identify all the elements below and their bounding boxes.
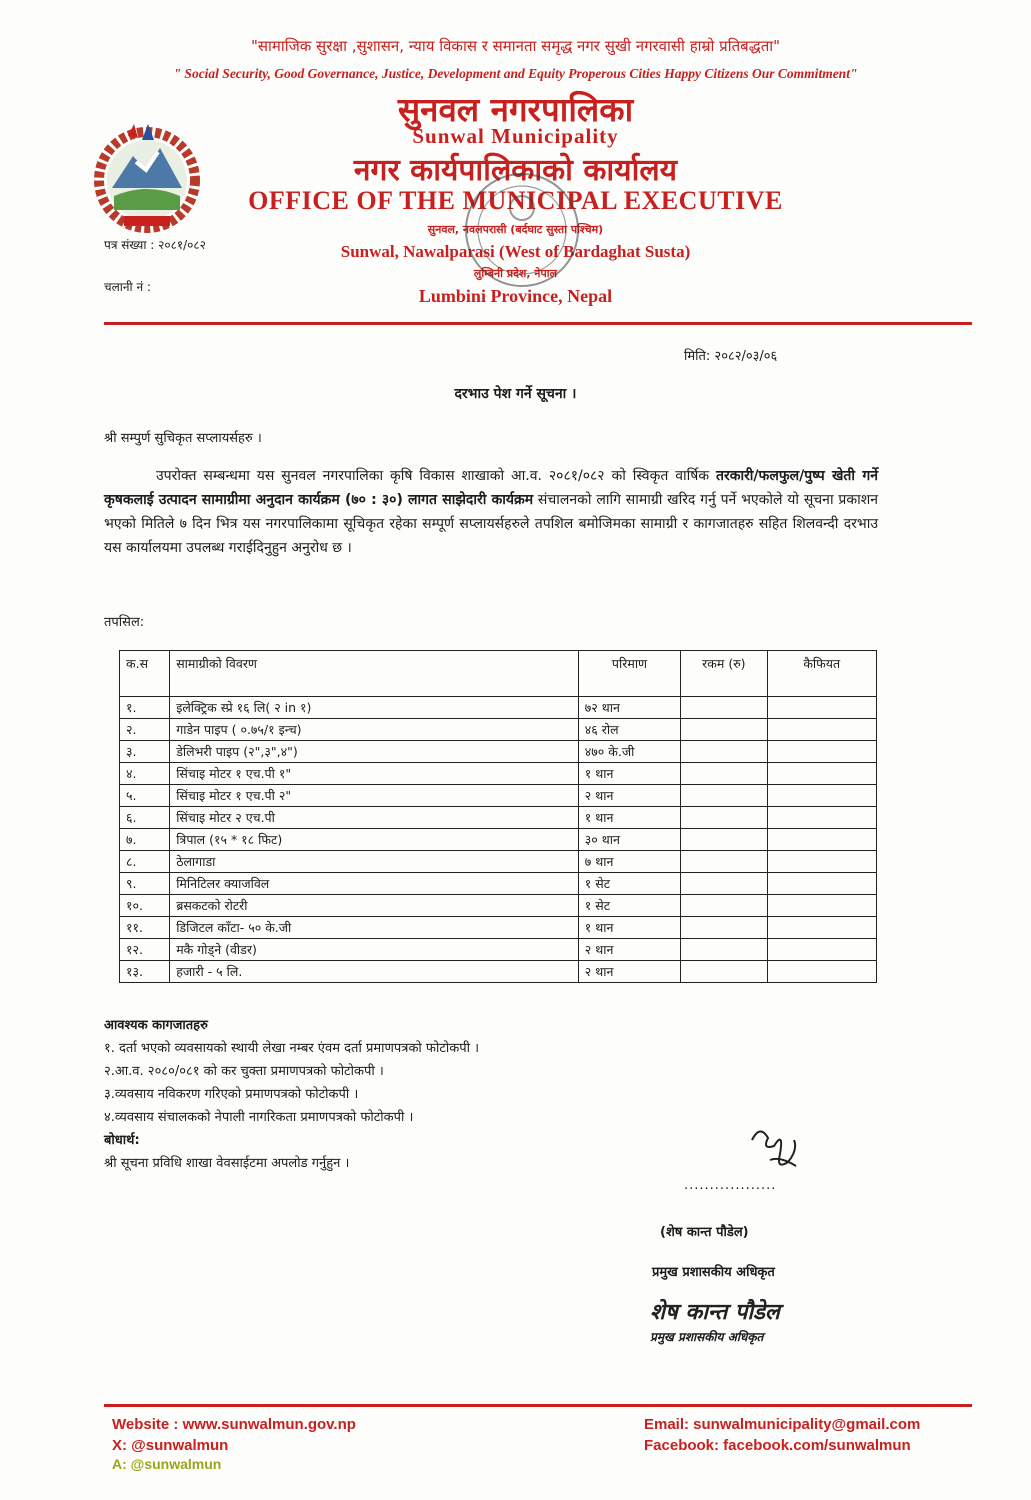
body-program-name: तरकारी/फलफुल/पुष्प खेती गर्ने कृषकलाई उत्पादन सामाग्रीमा अनुदान कार्यक्रम (७० : ३०) लागत साझेदारी कार्यक्रम: [104, 468, 878, 508]
required-documents: [104, 1014, 479, 1175]
table-row: [120, 895, 877, 917]
row-qty: १ सेट: [578, 873, 680, 895]
table-row: [120, 873, 877, 895]
office-name-english: OFFICE OF THE MUNICIPAL EXECUTIVE: [248, 186, 783, 215]
documents-heading: आवश्यक कागजातहरु: [104, 1018, 208, 1033]
letter-number: पत्र संख्या : २०८१/०८२: [104, 238, 206, 252]
table-row: [120, 697, 877, 719]
table-row: [120, 741, 877, 763]
body-text-1: उपरोक्त सम्बन्धमा यस सुनवल नगरपालिका कृषि विकास शाखाको आ.व. २०८१/०८२ को स्विकृत वार्षिक: [156, 468, 716, 484]
row-item: इलेक्ट्रिक स्प्रे १६ लि( २ in १): [170, 697, 579, 719]
row-remarks: [767, 895, 876, 917]
office-name-nepali: नगर कार्यपालिकाको कार्यालय: [353, 153, 678, 188]
footer-a-handle: A: @sunwalmun: [112, 1456, 222, 1472]
row-remarks: [767, 719, 876, 741]
dispatch-number: चलानी नं :: [104, 280, 151, 294]
motto-english: " Social Security, Good Governance, Justice, Development and Equity Properous Cities Happy Citizens Our Commitment": [173, 66, 858, 81]
row-qty: २ थान: [578, 961, 680, 983]
row-sn: १.: [120, 697, 170, 719]
row-item: हजारी - ५ लि.: [170, 961, 579, 983]
cc-text: श्री सूचना प्रविधि शाखा वेवसाईटमा अपलोड गर्नुहुन ।: [104, 1156, 350, 1171]
province-nepali: लुम्बिनी प्रदेश, नेपाल: [473, 267, 558, 280]
row-sn: १२.: [120, 939, 170, 961]
row-item: सिंचाइ मोटर १ एच.पी २": [170, 785, 579, 807]
municipality-name-nepali: सुनवल नगरपालिका: [397, 90, 634, 129]
country-english: Lumbini Province, Nepal: [418, 286, 613, 306]
row-qty: १ थान: [578, 807, 680, 829]
row-amount: [681, 719, 767, 741]
row-sn: २.: [120, 719, 170, 741]
row-remarks: [767, 807, 876, 829]
row-remarks: [767, 697, 876, 719]
footer-facebook: Facebook: facebook.com/sunwalmun: [644, 1437, 911, 1454]
seal-title: प्रमुख प्रशासकीय अधिकृत: [650, 1330, 764, 1344]
row-remarks: [767, 939, 876, 961]
row-amount: [681, 939, 767, 961]
row-remarks: [767, 829, 876, 851]
row-sn: ४.: [120, 763, 170, 785]
body-text-2: संचालनको लागि सामाग्री खरिद गर्नु पर्ने भएकोले यो सूचना प्रकाशन भएको मितिले ७ दिन भित्र यस नगरपालिकामा सूचिकृत रहेका सम्पूर्ण सप्लायर्सहरुले तपशिल बमोजिमका सामाग्री र कागजातहरु सहित शिलवन्दी दरभाउ यस कार्यालयमा उपलब्ध गराईदिनुहुन अनुरोध छ ।: [104, 492, 878, 556]
header-description: सामाग्रीको विवरण: [170, 651, 579, 697]
table-row: [120, 719, 877, 741]
row-amount: [681, 961, 767, 983]
row-amount: [681, 785, 767, 807]
table-row: [120, 807, 877, 829]
footer-email: Email: sunwalmunicipality@gmail.com: [644, 1416, 921, 1433]
header-divider: [104, 322, 972, 325]
row-qty: ७ थान: [578, 851, 680, 873]
handwritten-signature-icon: [740, 1120, 810, 1180]
notice-date: मिति: २०८२/०३/०६: [684, 349, 778, 364]
table-row: [120, 917, 877, 939]
row-sn: ९.: [120, 873, 170, 895]
seal-name: शेष कान्त पौडेल: [650, 1300, 780, 1325]
row-item: सिंचाइ मोटर २ एच.पी: [170, 807, 579, 829]
municipality-name-english: Sunwal Municipality: [412, 124, 619, 148]
row-sn: ७.: [120, 829, 170, 851]
address-nepali: सुनवल, नवलपरासी (बर्दघाट सुस्ता पश्चिम): [427, 223, 604, 236]
row-remarks: [767, 785, 876, 807]
row-amount: [681, 895, 767, 917]
row-sn: ११.: [120, 917, 170, 939]
row-item: गाडेन पाइप ( ०.७५/१ इन्च): [170, 719, 579, 741]
row-item: मिनिटिलर क्याजविल: [170, 873, 579, 895]
row-amount: [681, 697, 767, 719]
row-qty: ४६ रोल: [578, 719, 680, 741]
header-amount: रकम (रु): [681, 651, 767, 697]
row-remarks: [767, 763, 876, 785]
row-qty: २ थान: [578, 939, 680, 961]
row-item: डिजिटल काँटा- ५० के.जी: [170, 917, 579, 939]
row-item: डेलिभरी पाइप (२",३",४"): [170, 741, 579, 763]
row-amount: [681, 917, 767, 939]
signatory-title: प्रमुख प्रशासकीय अधिकृत: [652, 1265, 775, 1280]
document-item: १. दर्ता भएको व्यवसायको स्थायी लेखा नम्बर एंवम दर्ता प्रमाणपत्रको फोटोकपी ।: [104, 1041, 480, 1056]
notice-subject: दरभाउ पेश गर्ने सूचना ।: [454, 386, 577, 402]
header-remarks: कैफियत: [767, 651, 876, 697]
row-item: ठेलागाडा: [170, 851, 579, 873]
row-sn: ६.: [120, 807, 170, 829]
row-item: मकै गोड्ने (वीडर): [170, 939, 579, 961]
table-row: [120, 785, 877, 807]
row-amount: [681, 807, 767, 829]
signature-line: ..................: [684, 1178, 777, 1193]
row-sn: ८.: [120, 851, 170, 873]
row-item: ब्रसकटको रोटरी: [170, 895, 579, 917]
table-row: [120, 763, 877, 785]
table-row: [120, 939, 877, 961]
footer-website: Website : www.sunwalmun.gov.np: [112, 1416, 356, 1433]
table-header-row: [120, 651, 877, 697]
office-stamp-icon: [442, 168, 602, 292]
table-row: [120, 851, 877, 873]
row-qty: ३० थान: [578, 829, 680, 851]
row-sn: १०.: [120, 895, 170, 917]
table-row: [120, 961, 877, 983]
row-amount: [681, 851, 767, 873]
details-label: तपसिल:: [104, 615, 145, 630]
row-remarks: [767, 741, 876, 763]
header-sn: क.स: [120, 651, 170, 697]
motto-nepali: "सामाजिक सुरक्षा ,सुशासन, न्याय विकास र समानता समृद्ध नगर सुखी नगरवासी हाम्रो प्रतिबद्धता": [250, 37, 781, 55]
footer-divider: [104, 1404, 972, 1407]
notice-body: [104, 464, 878, 560]
row-amount: [681, 829, 767, 851]
cc-heading: बोधार्थ:: [104, 1133, 140, 1148]
materials-table: [119, 650, 877, 983]
row-qty: ४७० के.जी: [578, 741, 680, 763]
footer-x-handle: X: @sunwalmun: [112, 1437, 229, 1454]
row-qty: १ सेट: [578, 895, 680, 917]
row-amount: [681, 873, 767, 895]
document-item: २.आ.व. २०८०/०८१ को कर चुक्ता प्रमाणपत्रको फोटोकपी ।: [104, 1064, 384, 1079]
table-row: [120, 829, 877, 851]
row-item: त्रिपाल (१५ * १८ फिट): [170, 829, 579, 851]
row-item: सिंचाइ मोटर १ एच.पी १": [170, 763, 579, 785]
row-sn: १३.: [120, 961, 170, 983]
row-qty: ७२ थान: [578, 697, 680, 719]
document-item: ४.व्यवसाय संचालकको नेपाली नागरिकता प्रमाणपत्रको फोटोकपी ।: [104, 1110, 414, 1125]
header-quantity: परिमाण: [578, 651, 680, 697]
document-item: ३.व्यवसाय नविकरण गरिएको प्रमाणपत्रको फोटोकपी ।: [104, 1087, 359, 1102]
row-remarks: [767, 873, 876, 895]
row-remarks: [767, 851, 876, 873]
row-amount: [681, 763, 767, 785]
row-sn: ५.: [120, 785, 170, 807]
address-english: Sunwal, Nawalparasi (West of Bardaghat Susta): [340, 242, 691, 261]
row-qty: १ थान: [578, 763, 680, 785]
salutation: श्री सम्पुर्ण सुचिकृत सप्लायर्सहरु ।: [104, 431, 262, 446]
row-qty: २ थान: [578, 785, 680, 807]
row-remarks: [767, 961, 876, 983]
row-qty: १ थान: [578, 917, 680, 939]
signatory-name: (शेष कान्त पौडेल): [660, 1225, 749, 1240]
row-remarks: [767, 917, 876, 939]
row-amount: [681, 741, 767, 763]
row-sn: ३.: [120, 741, 170, 763]
